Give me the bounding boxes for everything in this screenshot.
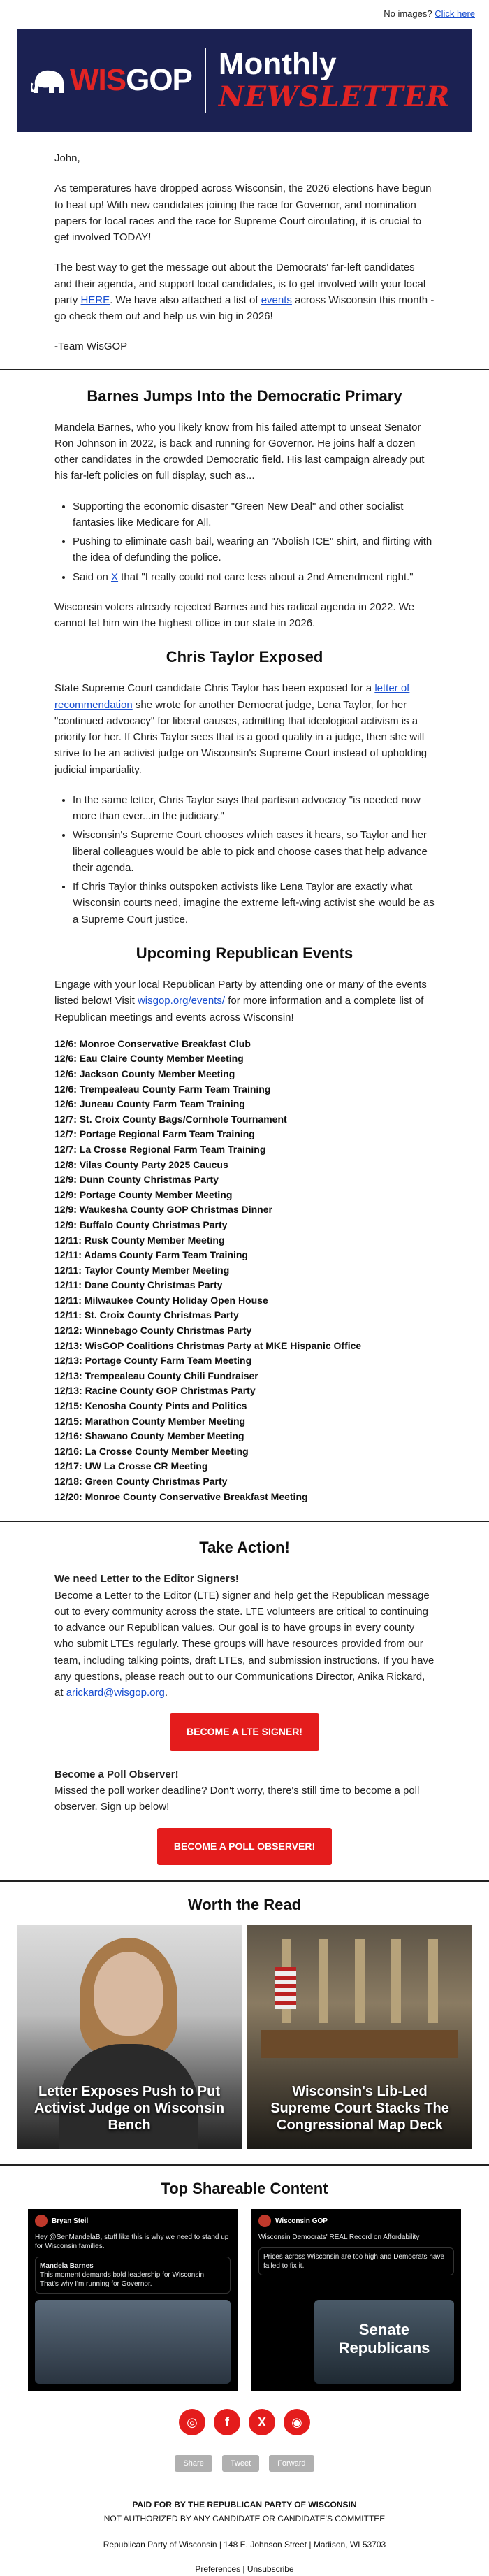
x-icon[interactable]: X bbox=[249, 2409, 275, 2435]
event-item: 12/11: Adams County Farm Team Training bbox=[54, 1249, 248, 1261]
taylor-heading: Chris Taylor Exposed bbox=[166, 648, 323, 666]
letter-of-recommendation-link[interactable]: letter of recommendation bbox=[54, 682, 410, 711]
post-author: Wisconsin GOP bbox=[275, 2217, 328, 2225]
avatar bbox=[35, 2215, 48, 2227]
quoted-text: This moment demands bold leadership for Wisconsin. That's why I'm running for Governor. bbox=[40, 2271, 206, 2289]
event-item: 12/6: Eau Claire County Member Meeting bbox=[54, 1053, 244, 1065]
preheader-text: No images? bbox=[384, 8, 435, 19]
video-thumbnail[interactable] bbox=[35, 2300, 231, 2384]
event-item: 12/11: Milwaukee County Holiday Open House bbox=[54, 1294, 268, 1306]
local-party-link[interactable]: HERE bbox=[80, 294, 110, 306]
logo-wis-text: WIS bbox=[70, 63, 126, 97]
intro-paragraph-2 bbox=[54, 259, 435, 324]
events-text-a: Engage with your local Republican Party by attending one or many of the events listed below! Visit bbox=[54, 979, 427, 1007]
tweet-button[interactable]: Tweet bbox=[222, 2455, 259, 2472]
event-item: 12/17: UW La Crosse CR Meeting bbox=[54, 1460, 208, 1472]
event-item: 12/13: WisGOP Coalitions Christmas Party at MKE Hispanic Office bbox=[54, 1339, 362, 1351]
court-bench bbox=[261, 2030, 458, 2058]
wisgop-logo[interactable] bbox=[17, 63, 192, 98]
lte-paragraph bbox=[54, 1588, 435, 1701]
events-section bbox=[0, 942, 489, 1504]
event-item: 12/6: Juneau County Farm Team Training bbox=[54, 1098, 245, 1110]
event-item: 12/9: Buffalo County Christmas Party bbox=[54, 1218, 228, 1230]
event-item: 12/11: Dane County Christmas Party bbox=[54, 1279, 223, 1291]
bullet-text-b: that "I really could not care less about a 2nd Amendment right." bbox=[118, 570, 414, 583]
newsletter-banner bbox=[17, 29, 472, 132]
post-text: Hey @SenMandelaB, stuff like this is why we need to stand up for Wisconsin families. bbox=[35, 2233, 229, 2251]
shareable-heading: Top Shareable Content bbox=[161, 2180, 328, 2198]
authorization-disclaimer: NOT AUTHORIZED BY ANY CANDIDATE OR CANDIDATE'S COMMITTEE bbox=[103, 2513, 386, 2524]
event-item: 12/16: La Crosse County Member Meeting bbox=[54, 1445, 249, 1457]
event-item: 12/11: Rusk County Member Meeting bbox=[54, 1234, 225, 1246]
footer-address: Republican Party of Wisconsin | 148 E. Johnson Street | Madison, WI 53703 bbox=[103, 2539, 386, 2549]
taylor-text-a: State Supreme Court candidate Chris Taylor has been exposed for a bbox=[54, 682, 375, 695]
social-post-wisgop[interactable] bbox=[251, 2209, 461, 2391]
event-item: 12/15: Marathon County Member Meeting bbox=[54, 1415, 246, 1427]
intro-section bbox=[0, 150, 489, 355]
post-text: Wisconsin Democrats' REAL Record on Affordability bbox=[258, 2233, 420, 2242]
lte-text-a: Become a Letter to the Editor (LTE) signer and help get the Republican message out to every community across the state. LTE volunteers are critical to continuing to advance our Republican values. Our goal is to have groups in every county who submit LTEs regularly. These groups will have resources provided from our team, including talking points, draft LTEs, and submission instructions. If you have any questions, please reach out to our Communications Director, Anika Rickard, at bbox=[54, 1589, 435, 1699]
title-newsletter: NEWSLETTER bbox=[218, 80, 451, 113]
event-item: 12/9: Dunn County Christmas Party bbox=[54, 1174, 219, 1186]
action-heading: Take Action! bbox=[199, 1539, 290, 1557]
barnes-paragraph-1: Mandela Barnes, who you likely know from his failed attempt to unseat Senator Ron Johnson in 2022, is back and running for Governor. He joins half a dozen other candidates in the crowded Democratic field. His last campaign already put his far-left policies on full display, such as... bbox=[54, 421, 425, 482]
intro-p2-text-c: across Wisconsin this month - go check them out and help us win big in 2026! bbox=[54, 294, 435, 322]
event-item: 12/8: Vilas County Party 2025 Caucus bbox=[54, 1158, 228, 1170]
event-item: 12/9: Waukesha County GOP Christmas Dinner bbox=[54, 1204, 272, 1216]
post-header bbox=[251, 2209, 461, 2233]
shareable-posts bbox=[0, 2209, 489, 2391]
event-item: 12/6: Jackson County Member Meeting bbox=[54, 1067, 235, 1079]
list-item: • Wisconsin's Supreme Court chooses which cases it hears, so Taylor and her liberal colleagues would be able to pick and choose cases that help advance their agenda. bbox=[73, 827, 435, 876]
quoted-post: Prices across Wisconsin are too high and Democrats have failed to fix it. bbox=[258, 2247, 454, 2275]
footer-links: Preferences | Unsubscribe bbox=[195, 2563, 294, 2574]
quoted-post bbox=[35, 2257, 231, 2294]
intro-paragraph-1: As temperatures have dropped across Wisconsin, the 2026 elections have begun to heat up! With new candidates joining the race for Governor, and nomination papers for local races and the race for Supreme Court circulating, it is crucial to get involved TODAY! bbox=[54, 182, 432, 243]
social-icons bbox=[0, 2409, 489, 2435]
lte-signer-button[interactable]: BECOME A LTE SIGNER! bbox=[170, 1713, 319, 1751]
section-divider bbox=[0, 369, 489, 370]
barnes-paragraph-2: Wisconsin voters already rejected Barnes and his radical agenda in 2022. We cannot let him win the highest office in our state in 2026. bbox=[54, 600, 415, 630]
events-list bbox=[54, 1037, 435, 1504]
flag-image bbox=[275, 1967, 296, 2009]
title-monthly: Monthly bbox=[218, 47, 337, 81]
article-card-judge[interactable] bbox=[17, 1925, 242, 2149]
banner-divider bbox=[205, 48, 206, 113]
event-item: 12/13: Racine County GOP Christmas Party bbox=[54, 1385, 256, 1397]
social-post-steil[interactable] bbox=[28, 2209, 238, 2391]
greeting: John, bbox=[54, 152, 80, 164]
logo-gop-text: GOP bbox=[126, 63, 192, 97]
x-post-link[interactable]: X bbox=[111, 570, 119, 583]
barnes-bullets bbox=[54, 498, 435, 585]
facebook-icon[interactable]: f bbox=[214, 2409, 240, 2435]
section-divider bbox=[0, 2164, 489, 2166]
event-item: 12/6: Monroe Conservative Breakfast Club bbox=[54, 1037, 251, 1049]
poll-button-wrap bbox=[54, 1828, 435, 1866]
event-item: 12/6: Trempealeau County Farm Team Training bbox=[54, 1083, 271, 1095]
event-item: 12/15: Kenosha County Pints and Politics bbox=[54, 1400, 247, 1412]
share-button[interactable]: Share bbox=[175, 2455, 212, 2472]
instagram-icon[interactable]: ◎ bbox=[179, 2409, 205, 2435]
elephant-icon bbox=[31, 65, 67, 96]
portrait-face bbox=[94, 1952, 163, 2036]
taylor-section bbox=[0, 645, 489, 928]
paid-for-disclaimer: PAID FOR BY THE REPUBLICAN PARTY OF WISCONSIN bbox=[132, 2500, 357, 2510]
events-text-b: for more information and a complete list of Republican meetings and events across Wisconsin! bbox=[54, 995, 424, 1023]
view-in-browser-link[interactable]: Click here bbox=[435, 8, 475, 19]
list-item: • Pushing to eliminate cash bail, wearing an "Abolish ICE" shirt, and flirting with the idea of defunding the police. bbox=[73, 533, 435, 566]
poll-paragraph: Missed the poll worker deadline? Don't worry, there's still time to become a poll observer. Sign up below! bbox=[54, 1785, 420, 1813]
article-card-court[interactable] bbox=[247, 1925, 472, 2149]
video-thumbnail[interactable] bbox=[314, 2300, 454, 2384]
lte-button-wrap bbox=[54, 1713, 435, 1751]
list-item: • If Chris Taylor thinks outspoken activists like Lena Taylor are exactly what Wisconsin courts need, imagine the extreme left-wing activist she would be as a Supreme Court justice. bbox=[73, 879, 435, 928]
event-item: 12/7: Portage Regional Farm Team Training bbox=[54, 1128, 255, 1140]
taylor-text-b: she wrote for another Democrat judge, Lena Taylor, for her "continued advocacy" for liberal causes, admitting that ideological activism is a priority for her. If Chris Taylor sees that is a good quality in a judge, then she will strive to be an activist judge on Wisconsin's Supreme Court instead of upholding judicial impartiality. bbox=[54, 698, 428, 776]
newsletter-title bbox=[219, 49, 450, 112]
event-item: 12/13: Portage County Farm Team Meeting bbox=[54, 1355, 252, 1367]
taylor-paragraph bbox=[54, 680, 435, 778]
article-card-title: Letter Exposes Push to Put Activist Judge on Wisconsin Bench bbox=[34, 2084, 225, 2134]
list-item bbox=[73, 569, 435, 585]
intro-p2-text-a: The best way to get the message out about the Democrats' far-left candidates and their agenda, and support local candidates, is to get involved with your local party bbox=[54, 261, 426, 306]
event-item: 12/11: St. Croix County Christmas Party bbox=[54, 1309, 239, 1321]
taylor-bullets bbox=[54, 792, 435, 928]
lte-text-b: . bbox=[164, 1687, 168, 1699]
intro-p2-text-b: . We have also attached a list of bbox=[110, 294, 261, 306]
preferences-link[interactable]: Preferences bbox=[195, 2563, 241, 2574]
list-item: • Supporting the economic disaster "Green New Deal" and other socialist fantasies like Medicare for All. bbox=[73, 498, 435, 531]
events-link[interactable]: events bbox=[261, 294, 292, 306]
section-divider bbox=[0, 1521, 489, 1522]
section-divider bbox=[0, 1880, 489, 1882]
event-item: 12/7: St. Croix County Bags/Cornhole Tournament bbox=[54, 1113, 287, 1125]
quoted-author: Mandela Barnes bbox=[40, 2262, 94, 2271]
event-item: 12/20: Monroe County Conservative Breakfast Meeting bbox=[54, 1490, 308, 1502]
events-heading: Upcoming Republican Events bbox=[136, 944, 353, 962]
video-label: Senate Republicans bbox=[338, 2321, 430, 2357]
events-intro bbox=[54, 977, 435, 1026]
barnes-heading: Barnes Jumps Into the Democratic Primary bbox=[87, 387, 402, 405]
action-section bbox=[0, 1536, 489, 1865]
worth-heading: Worth the Read bbox=[187, 1896, 302, 1914]
event-item: 12/12: Winnebago County Christmas Party bbox=[54, 1325, 252, 1337]
event-item: 12/13: Trempealeau County Chili Fundraiser bbox=[54, 1369, 258, 1381]
footer bbox=[0, 2498, 489, 2576]
list-item: • In the same letter, Chris Taylor says that partisan advocacy "is needed now more than ever...in the judiciary." bbox=[73, 792, 435, 825]
forward-button[interactable]: Forward bbox=[269, 2455, 314, 2472]
event-item: 12/16: Shawano County Member Meeting bbox=[54, 1430, 245, 1442]
event-item: 12/9: Portage County Member Meeting bbox=[54, 1188, 233, 1200]
share-buttons bbox=[0, 2455, 489, 2472]
post-header bbox=[28, 2209, 238, 2233]
instagram-icon[interactable]: ◉ bbox=[284, 2409, 310, 2435]
event-item: 12/11: Taylor County Member Meeting bbox=[54, 1264, 230, 1276]
event-item: 12/18: Green County Christmas Party bbox=[54, 1476, 228, 1487]
barnes-section bbox=[0, 384, 489, 632]
unsubscribe-link[interactable]: Unsubscribe bbox=[247, 2563, 294, 2574]
worth-cards bbox=[0, 1925, 489, 2149]
avatar bbox=[258, 2215, 271, 2227]
poll-observer-button[interactable]: BECOME A POLL OBSERVER! bbox=[157, 1828, 332, 1866]
lte-title: We need Letter to the Editor Signers! bbox=[54, 1573, 239, 1585]
email-link[interactable]: arickard@wisgop.org bbox=[66, 1687, 165, 1699]
poll-title: Become a Poll Observer! bbox=[54, 1768, 179, 1780]
article-card-title: Wisconsin's Lib-Led Supreme Court Stacks The Congressional Map Deck bbox=[270, 2084, 449, 2134]
event-item: 12/7: La Crosse Regional Farm Team Training bbox=[54, 1143, 266, 1155]
post-author: Bryan Steil bbox=[52, 2217, 89, 2225]
signoff: -Team WisGOP bbox=[54, 340, 128, 353]
preheader bbox=[0, 0, 489, 29]
wisgop-events-link[interactable]: wisgop.org/events/ bbox=[137, 995, 226, 1007]
bullet-text-a: Said on bbox=[73, 570, 112, 583]
